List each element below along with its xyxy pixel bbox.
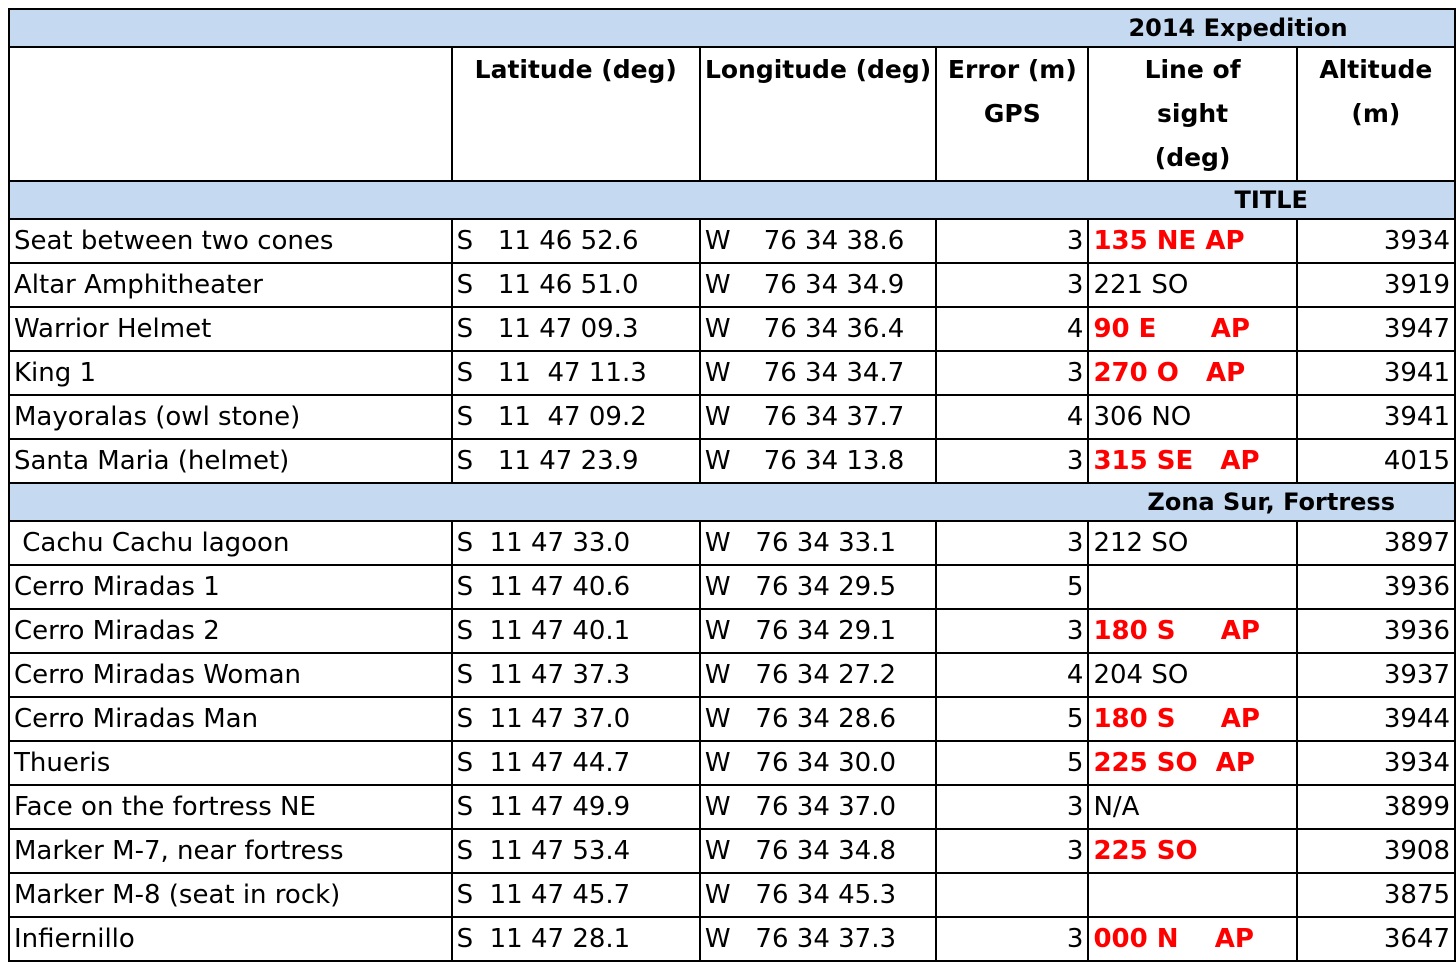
table-row [9, 829, 1455, 873]
section-label: Zona Sur, Fortress [1088, 483, 1455, 521]
table-row [9, 697, 1455, 741]
error-cell: 4 [936, 653, 1088, 697]
altitude-cell: 3947 [1297, 307, 1455, 351]
line-of-sight-cell [1088, 873, 1296, 917]
longitude-cell: W 76 34 45.3 [700, 873, 936, 917]
latitude-cell: S 11 47 23.9 [452, 439, 700, 483]
table-row [9, 263, 1455, 307]
table-row [9, 439, 1455, 483]
line-of-sight-cell: 180 S AP [1088, 697, 1296, 741]
longitude-cell: W 76 34 29.5 [700, 565, 936, 609]
error-cell: 5 [936, 565, 1088, 609]
header-longitude: Longitude (deg) [700, 47, 936, 181]
line-of-sight-cell: 000 N AP [1088, 917, 1296, 961]
latitude-cell: S 11 47 49.9 [452, 785, 700, 829]
longitude-cell: W 76 34 30.0 [700, 741, 936, 785]
latitude-cell: S 11 47 11.3 [452, 351, 700, 395]
error-cell: 3 [936, 609, 1088, 653]
site-name-cell: Cerro Miradas 1 [9, 565, 452, 609]
section-label: TITLE [1088, 181, 1455, 219]
longitude-cell: W 76 34 37.7 [700, 395, 936, 439]
longitude-cell: W 76 34 34.7 [700, 351, 936, 395]
header-row [9, 47, 1455, 181]
header-name [9, 47, 452, 181]
error-cell: 3 [936, 829, 1088, 873]
site-name-cell: Face on the fortress NE [9, 785, 452, 829]
error-cell: 3 [936, 219, 1088, 263]
altitude-cell: 3899 [1297, 785, 1455, 829]
table-row [9, 565, 1455, 609]
altitude-cell: 3908 [1297, 829, 1455, 873]
section-band [9, 483, 1455, 521]
site-name-cell: Mayoralas (owl stone) [9, 395, 452, 439]
error-cell: 3 [936, 521, 1088, 565]
table-row [9, 917, 1455, 961]
section-band [9, 181, 1455, 219]
expedition-table [8, 8, 1456, 962]
expedition-title: 2014 Expedition [1088, 9, 1455, 47]
header-error: Error (m) GPS [936, 47, 1088, 181]
longitude-cell: W 76 34 34.8 [700, 829, 936, 873]
table-row [9, 521, 1455, 565]
line-of-sight-cell: 90 E AP [1088, 307, 1296, 351]
header-line-of-sight: Line of sight (deg) [1088, 47, 1296, 181]
longitude-cell: W 76 34 13.8 [700, 439, 936, 483]
error-cell [936, 873, 1088, 917]
site-name-cell: Seat between two cones [9, 219, 452, 263]
error-cell: 4 [936, 395, 1088, 439]
line-of-sight-cell: 306 NO [1088, 395, 1296, 439]
latitude-cell: S 11 46 51.0 [452, 263, 700, 307]
latitude-cell: S 11 47 45.7 [452, 873, 700, 917]
line-of-sight-cell: 270 O AP [1088, 351, 1296, 395]
latitude-cell: S 11 47 09.2 [452, 395, 700, 439]
table-row [9, 609, 1455, 653]
table-row [9, 307, 1455, 351]
header-latitude: Latitude (deg) [452, 47, 700, 181]
altitude-cell: 3897 [1297, 521, 1455, 565]
table-row [9, 741, 1455, 785]
line-of-sight-cell: 315 SE AP [1088, 439, 1296, 483]
site-name-cell: Altar Amphitheater [9, 263, 452, 307]
site-name-cell: King 1 [9, 351, 452, 395]
altitude-cell: 3941 [1297, 351, 1455, 395]
altitude-cell: 3936 [1297, 565, 1455, 609]
longitude-cell: W 76 34 27.2 [700, 653, 936, 697]
altitude-cell: 3934 [1297, 741, 1455, 785]
altitude-cell: 3936 [1297, 609, 1455, 653]
expedition-band [9, 9, 1455, 47]
longitude-cell: W 76 34 33.1 [700, 521, 936, 565]
latitude-cell: S 11 47 44.7 [452, 741, 700, 785]
error-cell: 3 [936, 785, 1088, 829]
site-name-cell: Cachu Cachu lagoon [9, 521, 452, 565]
error-cell: 3 [936, 263, 1088, 307]
latitude-cell: S 11 47 40.1 [452, 609, 700, 653]
line-of-sight-cell: 204 SO [1088, 653, 1296, 697]
altitude-cell: 3944 [1297, 697, 1455, 741]
site-name-cell: Infiernillo [9, 917, 452, 961]
line-of-sight-cell [1088, 565, 1296, 609]
latitude-cell: S 11 47 09.3 [452, 307, 700, 351]
line-of-sight-cell: 225 SO [1088, 829, 1296, 873]
latitude-cell: S 11 47 37.0 [452, 697, 700, 741]
longitude-cell: W 76 34 36.4 [700, 307, 936, 351]
line-of-sight-cell: N/A [1088, 785, 1296, 829]
table-row [9, 873, 1455, 917]
longitude-cell: W 76 34 28.6 [700, 697, 936, 741]
altitude-cell: 3937 [1297, 653, 1455, 697]
longitude-cell: W 76 34 37.3 [700, 917, 936, 961]
site-name-cell: Warrior Helmet [9, 307, 452, 351]
table-row [9, 785, 1455, 829]
altitude-cell: 3934 [1297, 219, 1455, 263]
site-name-cell: Cerro Miradas 2 [9, 609, 452, 653]
error-cell: 5 [936, 697, 1088, 741]
longitude-cell: W 76 34 29.1 [700, 609, 936, 653]
site-name-cell: Marker M-8 (seat in rock) [9, 873, 452, 917]
site-name-cell: Cerro Miradas Woman [9, 653, 452, 697]
altitude-cell: 3647 [1297, 917, 1455, 961]
altitude-cell: 3875 [1297, 873, 1455, 917]
site-name-cell: Thueris [9, 741, 452, 785]
table-row [9, 351, 1455, 395]
table-row [9, 219, 1455, 263]
site-name-cell: Santa Maria (helmet) [9, 439, 452, 483]
latitude-cell: S 11 46 52.6 [452, 219, 700, 263]
altitude-cell: 3919 [1297, 263, 1455, 307]
latitude-cell: S 11 47 37.3 [452, 653, 700, 697]
error-cell: 3 [936, 351, 1088, 395]
error-cell: 3 [936, 439, 1088, 483]
latitude-cell: S 11 47 40.6 [452, 565, 700, 609]
line-of-sight-cell: 212 SO [1088, 521, 1296, 565]
error-cell: 4 [936, 307, 1088, 351]
longitude-cell: W 76 34 37.0 [700, 785, 936, 829]
error-cell: 3 [936, 917, 1088, 961]
line-of-sight-cell: 221 SO [1088, 263, 1296, 307]
latitude-cell: S 11 47 53.4 [452, 829, 700, 873]
error-cell: 5 [936, 741, 1088, 785]
table-row [9, 395, 1455, 439]
altitude-cell: 3941 [1297, 395, 1455, 439]
longitude-cell: W 76 34 34.9 [700, 263, 936, 307]
altitude-cell: 4015 [1297, 439, 1455, 483]
latitude-cell: S 11 47 28.1 [452, 917, 700, 961]
site-name-cell: Cerro Miradas Man [9, 697, 452, 741]
header-altitude: Altitude (m) [1297, 47, 1455, 181]
line-of-sight-cell: 135 NE AP [1088, 219, 1296, 263]
line-of-sight-cell: 180 S AP [1088, 609, 1296, 653]
table-row [9, 653, 1455, 697]
line-of-sight-cell: 225 SO AP [1088, 741, 1296, 785]
latitude-cell: S 11 47 33.0 [452, 521, 700, 565]
site-name-cell: Marker M-7, near fortress [9, 829, 452, 873]
longitude-cell: W 76 34 38.6 [700, 219, 936, 263]
